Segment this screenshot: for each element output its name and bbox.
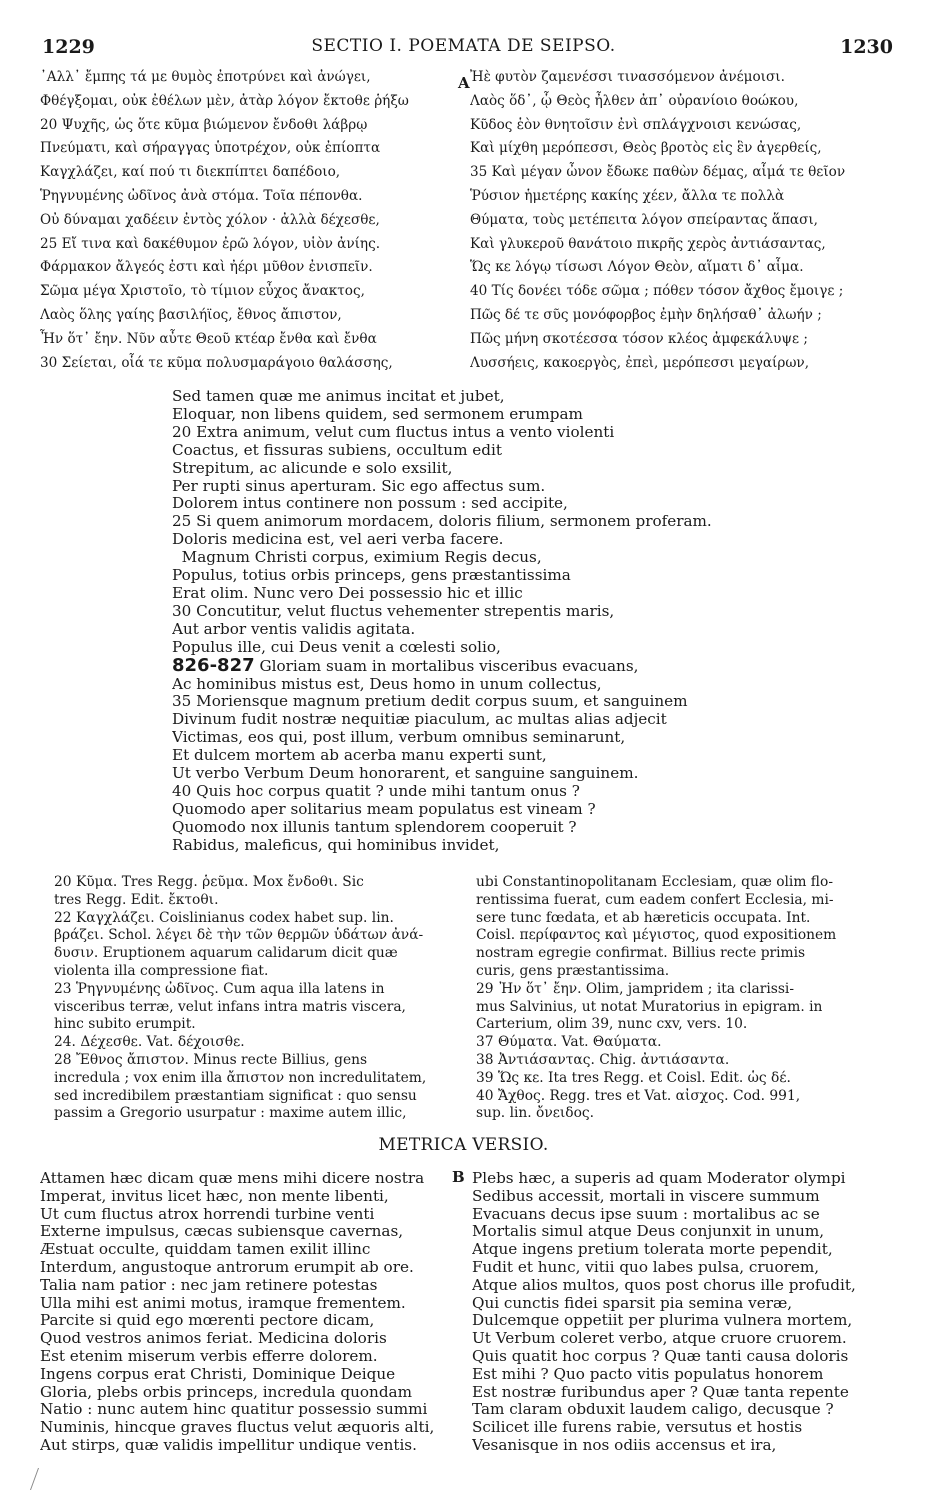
metrica-verse-line: Est nostræ furibundus aper ? Quæ tanta repente <box>472 1383 849 1401</box>
metrica-verse-line: Natio : nunc autem hinc quatitur possessio summi <box>40 1401 428 1419</box>
metrica-verse-line: Atque alios multos, quos post chorus ille profudit, <box>472 1276 856 1294</box>
greek-verse-line: Πῶς μήνη σκοτέεσσα τόσον κλέος ἀμφεκάλυψε ; <box>470 330 808 347</box>
greek-verse-line: ᾿Αλλ᾿ ἔμπης τά με θυμὸς ἐποτρύνει καὶ ἀνώγει, <box>40 69 371 85</box>
metrica-verse-line: Vesanisque in nos odiis accensus et ira, <box>472 1436 777 1454</box>
metrica-verse-line: Evacuans decus ipse suum : mortalibus ac se <box>472 1205 820 1223</box>
latin-prose-text: 20 Extra animum, velut cum fluctus intus a vento violenti <box>172 423 615 441</box>
latin-prose-translation <box>172 388 872 855</box>
metrica-verse-line: Qui cunctis fidei sparsit pia semina veræ, <box>472 1294 793 1312</box>
footnote-line: rentissima fuerat, cum eadem confert Ecclesia, mi- <box>476 891 834 908</box>
greek-verse-line: 35 Καὶ μέγαν ὦνον ἔδωκε παθὼν δέμας, αἷμά τε θεῖον <box>470 164 846 181</box>
greek-verse-line: Κῦδος ἑὸν θνητοῖσιν ἐνὶ σπλάγχνοισι κενώσας, <box>470 116 802 133</box>
latin-prose-text: Divinum fudit nostræ nequitiæ piaculum, ac multas alias adjecit <box>172 711 667 729</box>
footnote-line: tres Regg. Edit. ἔκτοθι. <box>54 891 219 908</box>
latin-prose-line <box>172 531 872 549</box>
metrica-verse-line: Sedibus accessit, mortali in viscere summum <box>472 1187 820 1205</box>
footnote-line: curis, gens præstantissima. <box>476 962 670 979</box>
margin-mark-b: B <box>452 1168 465 1186</box>
greek-verse-line: Λαὸς ὅδ᾿, ᾧ Θεὸς ἦλθεν ἀπ᾿ οὐρανίοιο θοώκου, <box>470 92 799 109</box>
latin-prose-text: Per rupti sinus aperturam. Sic ego affectus sum. <box>172 477 546 495</box>
greek-verse-line: Καγχλάζει, καί πού τι διεκπίπτει δαπέδοιο, <box>40 164 341 181</box>
latin-prose-line <box>172 495 872 513</box>
metrica-verse-line: Est etenim miserum verbis efferre dolorem. <box>40 1347 378 1365</box>
latin-prose-text: 25 Si quem animorum mordacem, doloris filium, sermonem proferam. <box>172 513 712 531</box>
metrica-verse-line: Scilicet ille furens rabie, versutus et hostis <box>472 1419 803 1437</box>
metrica-verse-line: Aut stirps, quæ validis impellitur undique ventis. <box>40 1436 417 1454</box>
latin-prose-text: Quomodo nox illunis tantum splendorem cooperuit ? <box>172 818 577 836</box>
metrica-verse-line: Parcite si quid ego mœrenti pectore dicam, <box>40 1312 375 1330</box>
latin-prose-line <box>172 747 872 765</box>
greek-verse-line: 20 Ψυχῆς, ὡς ὅτε κῦμα βιώμενον ἔνδοθι λάβρῳ <box>40 116 368 133</box>
metrica-verse-line: Quod vestros animos feriat. Medicina doloris <box>40 1330 387 1348</box>
latin-prose-text: Dolorem intus continere non possum : sed accipite, <box>172 495 568 513</box>
metrica-verse-line: Tam claram obduxit laudem caligo, decusque ? <box>472 1401 834 1419</box>
footnote-line: sed incredibilem præstantiam significat : quo sensu <box>54 1087 417 1104</box>
latin-prose-line <box>172 837 872 855</box>
footnote-line: incredula ; vox enim illa ἄπιστον non incredulitatem, <box>54 1069 427 1086</box>
footnote-line: nostram egregie confirmat. Billius recte primis <box>476 945 806 962</box>
metrica-verse-line: Plebs hæc, a superis ad quam Moderator olympi <box>472 1170 846 1187</box>
latin-prose-line <box>172 478 872 496</box>
latin-prose-line <box>172 603 872 621</box>
footnote-line: 37 Θύματα. Vat. Θαύματα. <box>476 1034 662 1051</box>
latin-prose-line <box>172 621 872 639</box>
footnote-line: 39 Ὥς κε. Ita tres Regg. et Coisl. Edit. ὡς δέ. <box>476 1069 791 1086</box>
metrica-verse-line: Ut cum fluctus atrox horrendi turbine venti <box>40 1205 375 1223</box>
latin-prose-line <box>172 819 872 837</box>
metrica-verse-line: Atque ingens pretium tolerata morte pependit, <box>472 1241 833 1259</box>
footnote-line: 29 Ἦν ὅτ᾿ ἔην. Olim, jampridem ; ita clarissi- <box>476 980 795 997</box>
greek-verse-line: Ῥύσιον ἡμετέρης κακίης χέεν, ἄλλα τε πολλὰ <box>470 187 785 204</box>
latin-prose-text: Eloquar, non libens quidem, sed sermonem erumpam <box>172 405 583 423</box>
metrica-verse-line: Ulla mihi est animi motus, iramque frementem. <box>40 1294 406 1312</box>
latin-prose-line <box>172 424 872 442</box>
footnote-line: 20 Κῦμα. Tres Regg. ῥεῦμα. Mox ἔνδοθι. Sic <box>54 874 364 890</box>
greek-verse-line: Ἦν ὅτ᾿ ἔην. Νῦν αὖτε Θεοῦ κτέαρ ἔνθα καὶ ἔνθα <box>40 330 377 347</box>
latin-prose-text: Sed tamen quæ me animus incitat et jubet, <box>172 388 505 405</box>
greek-verse-line: 30 Σείεται, οἷά τε κῦμα πολυσμαράγοιο θαλάσσης, <box>40 354 393 371</box>
greek-verse-line: Φάρμακον ἄλγεός ἐστι καὶ ἠέρι μῦθον ἐνισπεῖν. <box>40 259 373 276</box>
page-number-right: 1230 <box>840 36 893 58</box>
greek-verse-line: Φθέγξομαι, οὐκ ἐθέλων μὲν, ἀτὰρ λόγον ἔκτοθε ῥήξω <box>40 92 409 109</box>
footnotes-right-column <box>476 874 896 1123</box>
greek-text-left-column <box>40 66 462 375</box>
latin-prose-text: Gloriam suam in mortalibus visceribus evacuans, <box>254 656 639 675</box>
latin-prose-line <box>172 729 872 747</box>
metrica-verse-line: Gloria, plebs orbis princeps, incredula quondam <box>40 1383 413 1401</box>
greek-verse-line: Θύματα, τοὺς μετέπειτα λόγον σπείραντας ἅπασι, <box>470 211 819 228</box>
latin-prose-text: Erat olim. Nunc vero Dei possessio hic et illic <box>172 584 523 602</box>
metrica-verse-line: Ingens corpus erat Christi, Dominique Deique <box>40 1365 396 1383</box>
latin-prose-text: 30 Concutitur, velut fluctus vehementer strepentis maris, <box>172 602 615 620</box>
column-number-ref: 826-827 <box>172 656 255 676</box>
latin-prose-text: Strepitum, ac alicunde e solo exsilit, <box>172 459 453 477</box>
latin-prose-line <box>172 657 872 676</box>
greek-verse-line: Σῶμα μέγα Χριστοῖο, τὸ τίμιον εὖχος ἄνακτος, <box>40 283 365 300</box>
metrica-verse-line: Æstuat occulte, quiddam tamen exilit illinc <box>40 1241 371 1259</box>
greek-verse-line: Οὐ δύναμαι χαδέειν ἐντὸς χόλον · ἀλλὰ δέχεσθε, <box>40 211 380 228</box>
footnote-line: 28 Ἔθνος ἄπιστον. Minus recte Billius, gens <box>54 1051 368 1068</box>
latin-prose-text: Aut arbor ventis validis agitata. <box>172 620 416 638</box>
metrica-verse-line: Dulcemque oppetiit per plurima vulnera mortem, <box>472 1312 853 1330</box>
metrica-verse-line: Quis quatit hoc corpus ? Quæ tanti causa doloris <box>472 1347 849 1365</box>
greek-verse-line: Καὶ μίχθη μερόπεσσι, Θεὸς βροτὸς εἰς ἓν ἀγερθείς, <box>470 140 822 157</box>
footnote-line: 22 Καγχλάζει. Coislinianus codex habet sup. lin. <box>54 909 394 926</box>
latin-prose-text: Populus ille, cui Deus venit a cœlesti solio, <box>172 638 501 656</box>
latin-prose-line <box>172 406 872 424</box>
latin-prose-text: Ut verbo Verbum Deum honorarent, et sanguine sanguinem. <box>172 765 639 783</box>
latin-prose-line <box>172 711 872 729</box>
latin-prose-line <box>172 765 872 783</box>
metrica-verse-line: Fudit et hunc, vitii quo labes pulsa, cruorem, <box>472 1258 820 1276</box>
footnote-line: Coisl. περίφαντος καὶ μέγιστος, quod expositionem <box>476 927 837 944</box>
metrica-verse-line: Talia nam patior : nec jam retinere potestas <box>40 1276 378 1294</box>
metrica-versio-left-column <box>40 1170 460 1455</box>
footnote-line: 23 Ῥηγνυμένης ὠδῖνος. Cum aqua illa latens in <box>54 980 385 997</box>
footnote-line: 40 Ἄχθος. Regg. tres et Vat. αἶσχος. Cod. 991, <box>476 1087 801 1104</box>
latin-prose-text: 35 Moriensque magnum pretium dedit corpus suum, et sanguinem <box>172 693 688 711</box>
footnote-line: violenta illa compressione fiat. <box>54 962 269 979</box>
greek-verse-line: Ὥς κε λόγῳ τίσωσι Λόγον Θεὸν, αἵματι δ᾿ αἷμα. <box>470 259 804 276</box>
latin-prose-text: Magnum Christi corpus, eximium Regis decus, <box>172 549 542 567</box>
metrica-verse-line: Mortalis simul atque Deus conjunxit in unum, <box>472 1223 825 1241</box>
latin-prose-text: Victimas, eos qui, post illum, verbum omnibus seminarunt, <box>172 729 626 747</box>
latin-prose-line <box>172 460 872 478</box>
latin-prose-text: Populus, totius orbis princeps, gens præstantissima <box>172 567 571 585</box>
latin-prose-line <box>172 639 872 657</box>
running-title: SECTIO I. POEMATA DE SEIPSO. <box>311 36 616 56</box>
metrica-verse-line: Interdum, angustoque antrorum erumpit ab ore. <box>40 1258 414 1276</box>
footnote-line: Carterium, olim 39, nunc cxv, vers. 10. <box>476 1016 748 1033</box>
margin-pencil-mark <box>30 1468 49 1490</box>
footnote-line: passim a Gregorio usurpatur : maxime autem illic, <box>54 1105 407 1122</box>
greek-verse-line: Λαὸς ὅλης γαίης βασιλήϊος, ἔθνος ἄπιστον, <box>40 306 342 323</box>
margin-mark-a: A <box>458 74 470 92</box>
metrica-verse-line: Externe impulsus, cæcas subiensque cavernas, <box>40 1223 404 1241</box>
latin-prose-text: Quomodo aper solitarius meam populatus est vineam ? <box>172 800 596 818</box>
metrica-verse-line: Attamen hæc dicam quæ mens mihi dicere nostra <box>40 1170 425 1187</box>
latin-prose-text: 40 Quis hoc corpus quatit ? unde mihi tantum onus ? <box>172 782 580 800</box>
greek-verse-line: Λυσσήεις, κακοεργὸς, ἐπεὶ, μερόπεσσι μεγαίρων, <box>470 354 810 371</box>
latin-prose-line <box>172 388 872 406</box>
greek-verse-line: Πῶς δέ τε σῦς μονόφορβος ἐμὴν δηλήσαθ᾿ ἀλωήν ; <box>470 306 822 323</box>
latin-prose-text: Coactus, et fissuras subiens, occultum edit <box>172 441 502 459</box>
page-header <box>0 36 927 60</box>
latin-prose-text: Et dulcem mortem ab acerba manu experti sunt, <box>172 747 547 765</box>
footnote-line: βράζει. Schol. λέγει δὲ τὴν τῶν θερμῶν ὑδάτων ἀνά- <box>54 927 424 944</box>
latin-prose-line <box>172 442 872 460</box>
latin-prose-line <box>172 801 872 819</box>
footnote-line: δυσιν. Eruptionem aquarum calidarum dicit quæ <box>54 945 398 962</box>
latin-prose-line <box>172 693 872 711</box>
greek-text-right-column <box>470 66 900 375</box>
metrica-verse-line: Numinis, hincque graves fluctus velut æquoris alti, <box>40 1419 435 1437</box>
footnote-line: sup. lin. ὄνειδος. <box>476 1105 595 1122</box>
greek-verse-line: 25 Εἴ τινα καὶ δακέθυμον ἐρῶ λόγον, υἱὸν ἀνίης. <box>40 235 381 252</box>
footnote-line: mus Salvinius, ut notat Muratorius in epigram. in <box>476 998 823 1015</box>
latin-prose-text: Doloris medicina est, vel aeri verba facere. <box>172 531 504 549</box>
footnote-line: hinc subito erumpit. <box>54 1016 196 1033</box>
latin-prose-line <box>172 513 872 531</box>
footnotes-left-column <box>54 874 452 1123</box>
greek-verse-line: 40 Τίς δονέει τόδε σῶμα ; πόθεν τόσον ἄχθος ἔμοιγε ; <box>470 283 844 300</box>
greek-verse-line: Ῥηγνυμένης ὠδῖνος ἀνὰ στόμα. Τοῖα πέπονθα. <box>40 187 363 204</box>
metrica-verse-line: Ut Verbum coleret verbo, atque cruore cruorem. <box>472 1330 847 1348</box>
page-number-left: 1229 <box>42 36 95 58</box>
footnote-line: 24. Δέχεσθε. Vat. δέχοισθε. <box>54 1034 245 1051</box>
latin-prose-line <box>172 585 872 603</box>
footnote-line: sere tunc fœdata, et ab hæreticis occupata. Int. <box>476 909 811 926</box>
metrica-verse-line: Est mihi ? Quo pacto vitis populatus honorem <box>472 1365 824 1383</box>
latin-prose-line <box>172 676 872 694</box>
footnote-line: visceribus terræ, velut infans intra matris viscera, <box>54 998 406 1015</box>
latin-prose-line <box>172 567 872 585</box>
footnote-line: 38 Ἀντιάσαντας. Chig. ἀντιάσαντα. <box>476 1051 730 1068</box>
greek-verse-line: Καὶ γλυκεροῦ θανάτοιο πικρῆς χερὸς ἀντιάσαντας, <box>470 235 826 252</box>
section-heading: METRICA VERSIO. <box>378 1135 549 1155</box>
metrica-verse-line: Imperat, invitus licet hæc, non mente libenti, <box>40 1187 389 1205</box>
greek-verse-line: Πνεύματι, καὶ σήραγγας ὑποτρέχον, οὐκ ἐπίοπτα <box>40 140 381 157</box>
latin-prose-line <box>172 549 872 567</box>
latin-prose-line <box>172 783 872 801</box>
latin-prose-text: Rabidus, maleficus, qui hominibus invidet, <box>172 836 500 854</box>
latin-prose-text: Ac hominibus mistus est, Deus homo in unum collectus, <box>172 675 602 693</box>
metrica-versio-right-column <box>472 1170 902 1455</box>
footnote-line: ubi Constantinopolitanam Ecclesiam, quæ olim flo- <box>476 874 833 890</box>
greek-verse-line: Ἠὲ φυτὸν ζαμενέσσι τινασσόμενον ἀνέμοισι. <box>470 69 785 85</box>
